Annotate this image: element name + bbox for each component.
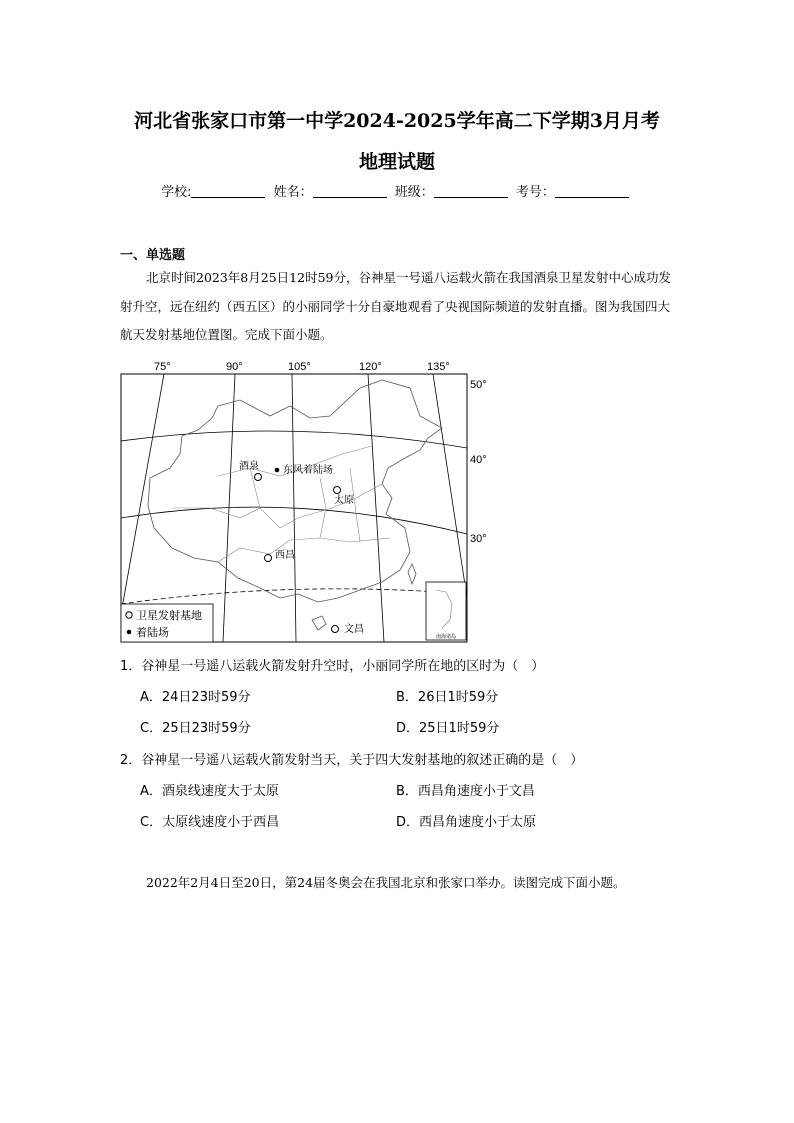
school-label: 学校: — [161, 185, 192, 200]
lon-label-90: 90° — [226, 361, 243, 373]
taiyuan-label: 太原 — [334, 495, 354, 506]
legend-launch-base-icon — [126, 612, 132, 618]
q1-option-a[interactable]: A．24日23时59分 — [140, 690, 251, 705]
dongfeng-label: 东风着陆场 — [283, 465, 333, 476]
xichang-label: 西昌 — [275, 550, 295, 561]
exam-subtitle: 地理试题 — [358, 151, 435, 173]
name-blank — [313, 197, 387, 198]
student-info-line — [0, 181, 794, 200]
launch-base-map — [120, 358, 487, 648]
lon-label-105: 105° — [288, 361, 311, 373]
legend-landing-site-icon — [127, 630, 132, 635]
school-blank — [191, 197, 265, 198]
q1-option-b[interactable]: B．26日1时59分 — [396, 690, 499, 705]
legend-landing-site: 着陆场 — [136, 627, 169, 639]
lon-label-120: 120° — [359, 361, 382, 373]
inset-label: 南海诸岛 — [435, 634, 457, 640]
exam-no-blank — [555, 197, 629, 198]
map-legend — [121, 604, 213, 642]
class-label: 班级： — [394, 185, 434, 200]
q1-option-c[interactable]: C．25日23时59分 — [140, 721, 251, 736]
exam-no-label: 考号： — [515, 185, 555, 200]
class-blank — [434, 197, 508, 198]
lat-label-50: 50° — [470, 379, 487, 391]
lat-label-30: 30° — [470, 533, 487, 545]
q2-option-a[interactable]: A．酒泉线速度大于太原 — [140, 784, 279, 799]
wenchang-label: 文昌 — [344, 624, 364, 635]
south-china-sea-inset — [426, 582, 466, 640]
xichang-marker — [265, 555, 272, 562]
question-2-stem: 2．谷神星一号遥八运载火箭发射当天，关于四大发射基地的叙述正确的是（ ） — [120, 753, 584, 768]
passage-olympics: 2022年2月4日至20日，第24届冬奥会在我国北京和张家口举办。读图完成下面小题。 — [146, 875, 626, 890]
passage-launch: 北京时间2023年8月25日12时59分，谷神星一号遥八运载火箭在我国酒泉卫星发射中心成功发射升空，远在纽约（西五区）的小丽同学十分自豪地观看了央视国际频道的发射直播。图为我国四大航天发射基地位置图。完成下面小题。 — [120, 270, 671, 342]
q2-option-b[interactable]: B．西昌角速度小于文昌 — [396, 784, 535, 799]
jiuquan-marker — [255, 474, 262, 481]
dongfeng-marker — [275, 468, 280, 473]
taiyuan-marker — [334, 487, 341, 494]
q2-option-d[interactable]: D．西昌角速度小于太原 — [396, 815, 537, 830]
section-title: 一、单选题 — [120, 248, 186, 263]
jiuquan-label: 酒泉 — [239, 461, 259, 472]
lon-label-135: 135° — [427, 361, 450, 373]
wenchang-marker — [332, 626, 339, 633]
exam-title: 河北省张家口市第一中学2024-2025学年高二下学期3月月考 — [134, 110, 660, 132]
q1-option-d[interactable]: D．25日1时59分 — [396, 721, 500, 736]
map-frame — [121, 374, 467, 642]
name-label: 姓名： — [273, 185, 313, 200]
legend-launch-base: 卫星发射基地 — [136, 610, 202, 622]
question-1-stem: 1．谷神星一号遥八运载火箭发射升空时，小丽同学所在地的区时为（ ） — [120, 659, 545, 674]
q2-option-c[interactable]: C．太原线速度小于西昌 — [140, 815, 280, 830]
lon-label-75: 75° — [154, 361, 171, 373]
lat-label-40: 40° — [470, 454, 487, 466]
